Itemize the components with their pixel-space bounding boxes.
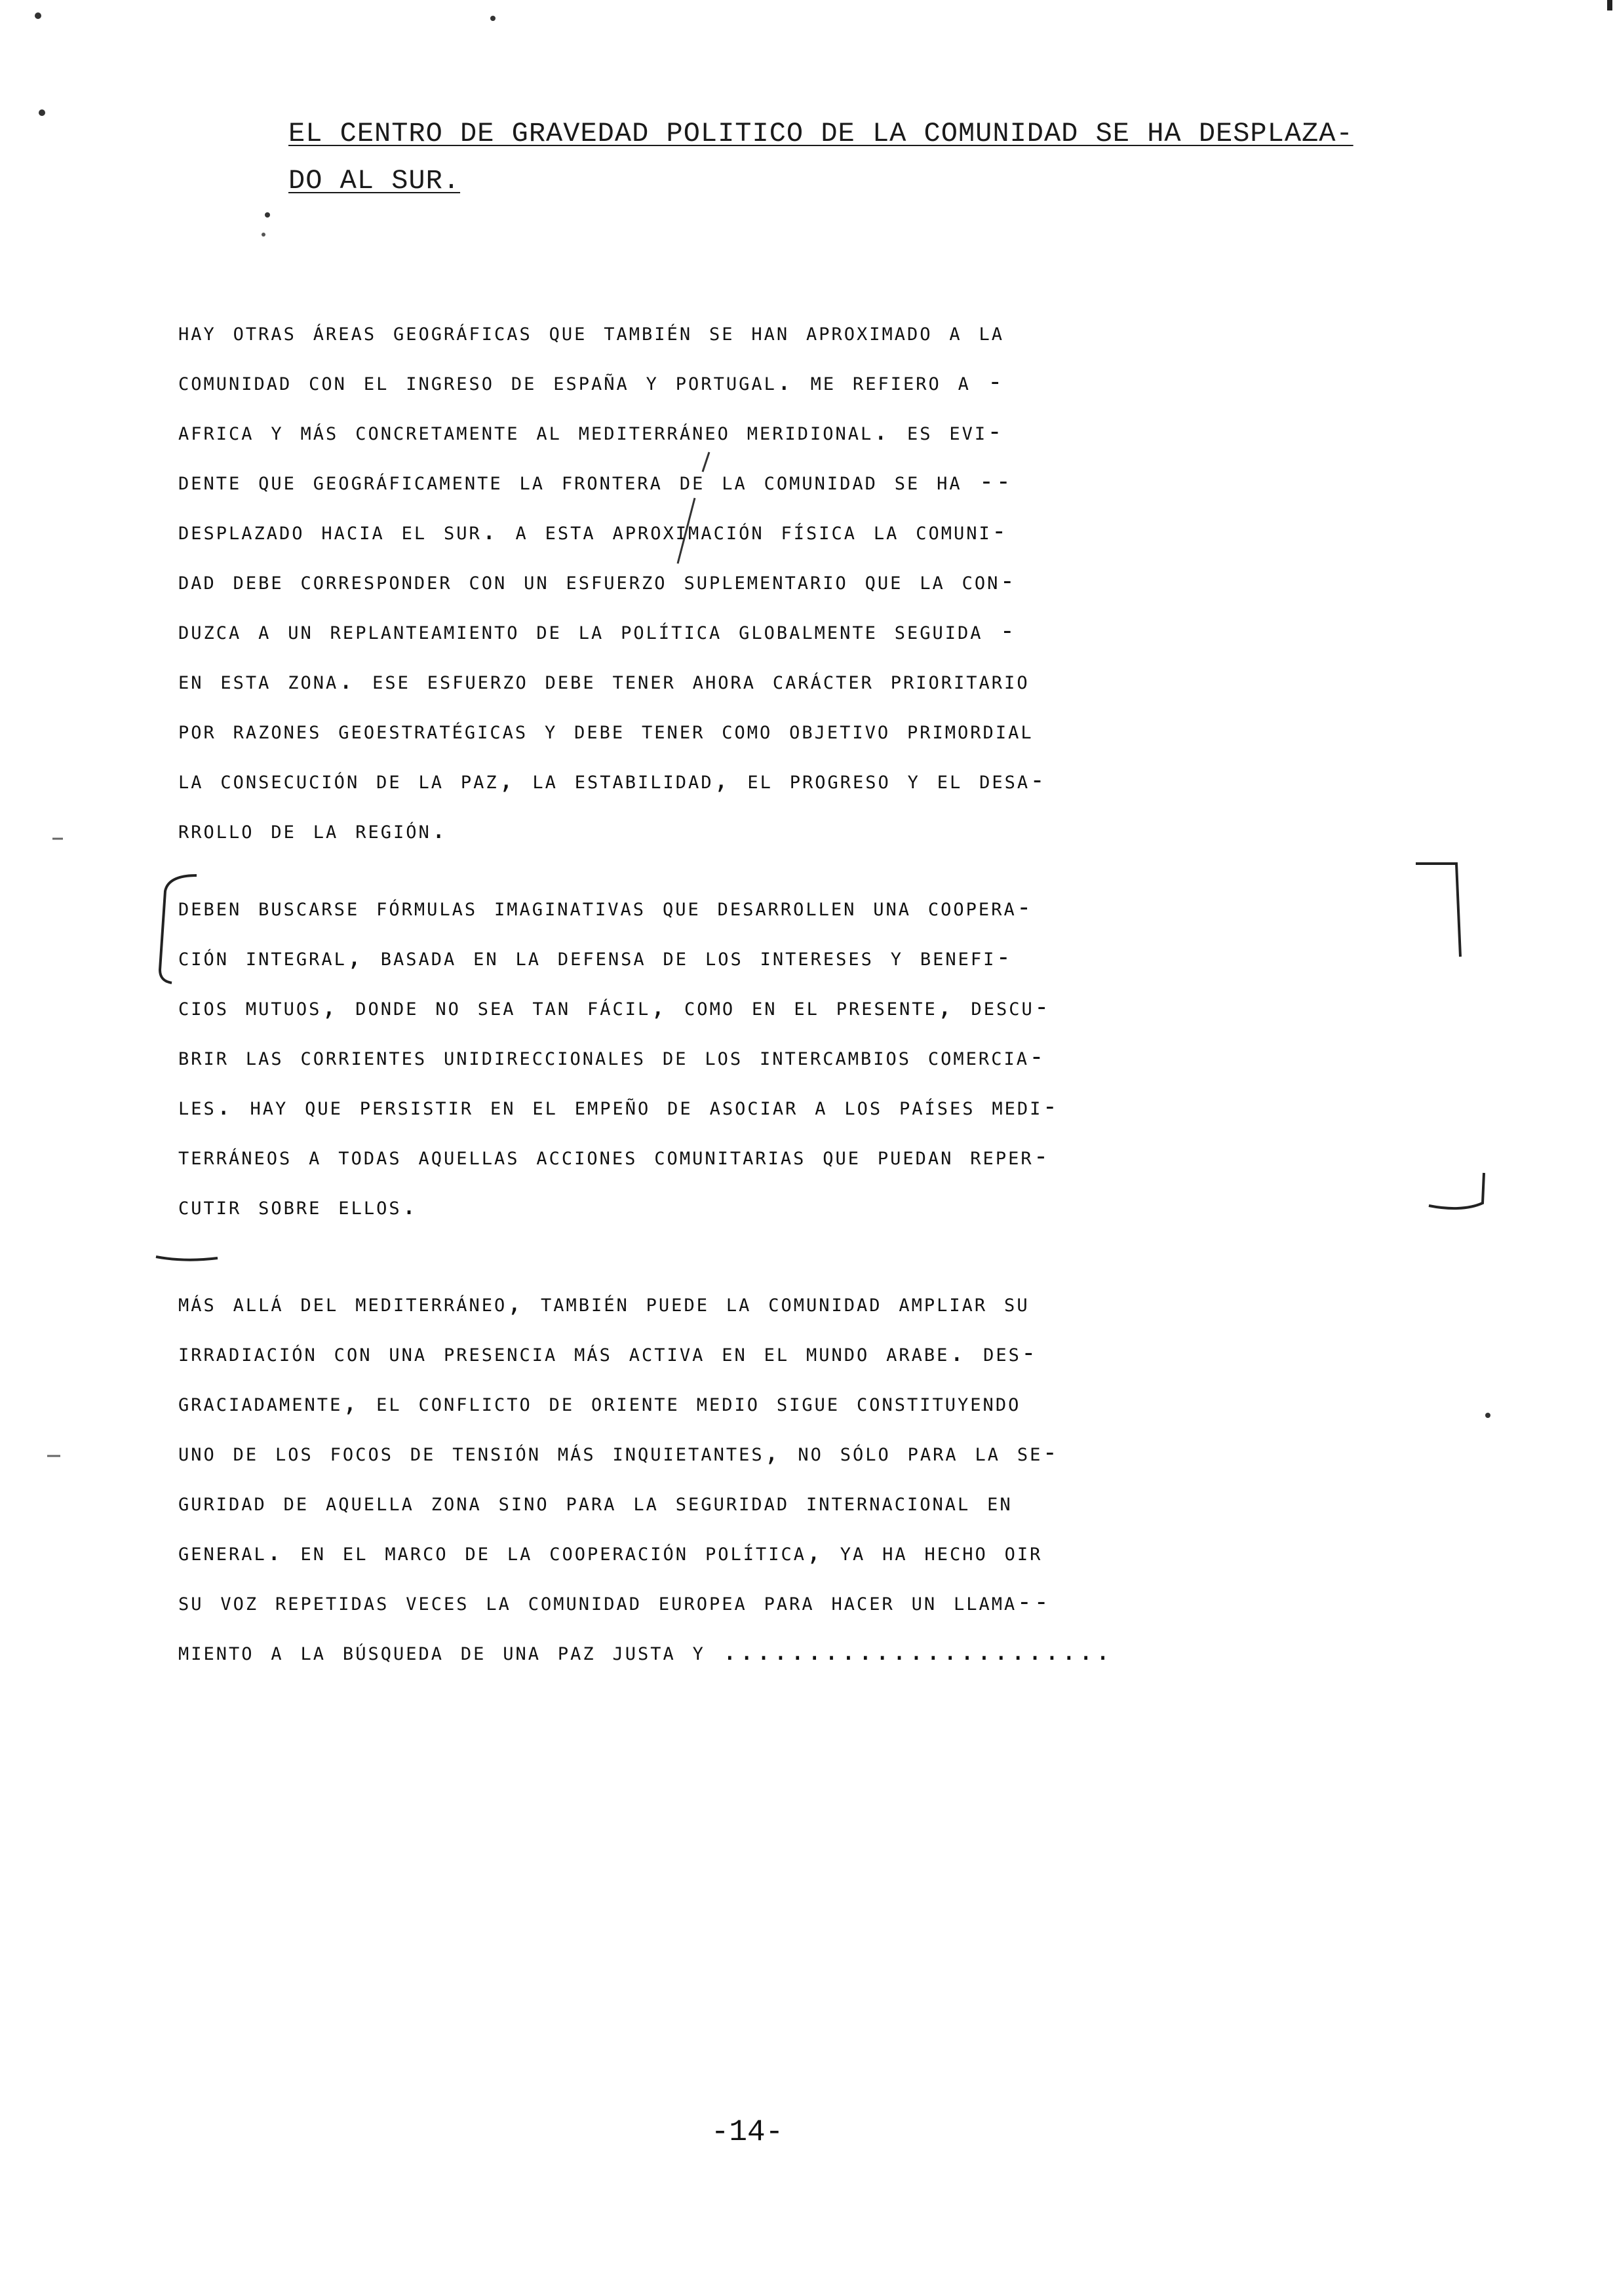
underline-mark (156, 1257, 218, 1260)
corner-mark (1607, 0, 1612, 10)
speck-mark (490, 16, 496, 21)
section-heading (288, 110, 1508, 204)
speck-mark (265, 212, 270, 218)
speck-mark (35, 12, 41, 19)
paragraph-mediterranean (178, 307, 1489, 854)
text-line: su voz repetidas veces la comunidad europea para hacer un llama-- (178, 1587, 1051, 1616)
text-line: comunidad con el ingreso de españa y portugal. me refiero a - (178, 367, 1005, 396)
text-line: la consecución de la paz, la estabilidad, el progreso y el desa- (178, 765, 1047, 794)
text-line: cutir sobre ellos. (178, 1191, 419, 1220)
page-number: -14- (710, 2115, 784, 2149)
text-line: cios mutuos, donde no sea tan fácil, como en el presente, descu- (178, 992, 1051, 1021)
speck-mark (262, 233, 265, 237)
text-line: dad debe corresponder con un esfuerzo suplementario que la con- (178, 566, 1017, 595)
text-line: terráneos a todas aquellas acciones comunitarias que puedan reper- (178, 1141, 1051, 1170)
text-line: general. en el marco de la cooperación política, ya ha hecho oir (178, 1537, 1043, 1566)
text-line: africa y más concretamente al mediterráneo meridional. es evi- (178, 417, 1005, 446)
text-line: irradiación con una presencia más activa en el mundo arabe. des- (178, 1338, 1038, 1367)
text-line: uno de los focos de tensión más inquietantes, no sólo para la se- (178, 1438, 1060, 1466)
heading-line: EL CENTRO DE GRAVEDAD POLITICO DE LA COMUNIDAD SE HA DESPLAZA- (288, 118, 1353, 149)
text-line: en esta zona. ese esfuerzo debe tener ahora carácter prioritario (178, 666, 1030, 695)
text-line: rrollo de la región. (178, 815, 448, 844)
speck-mark (39, 109, 45, 116)
text-line: brir las corrientes unidireccionales de los intercambios comercia- (178, 1042, 1046, 1071)
text-line: desplazado hacia el sur. a esta aproximación física la comuni- (178, 516, 1009, 545)
text-line: guridad de aquella zona sino para la seguridad internacional en (178, 1487, 1013, 1516)
text-line: miento a la búsqueda de una paz justa y ....................... (178, 1637, 1113, 1666)
text-line: hay otras áreas geográficas que también se han aproximado a la (178, 317, 1005, 346)
text-line: ción integral, basada en la defensa de los intereses y benefi- (178, 942, 1013, 971)
margin-dash (47, 839, 63, 1456)
text-line: les. hay que persistir en el empeño de asociar a los países medi- (178, 1092, 1060, 1120)
text-line: por razones geoestratégicas y debe tener como objetivo primordial (178, 716, 1034, 744)
text-line: dente que geográficamente la frontera de la comunidad se ha -- (178, 467, 1013, 495)
text-line: deben buscarse fórmulas imaginativas que desarrollen una coopera- (178, 892, 1034, 921)
text-line: graciadamente, el conflicto de oriente medio sigue constituyendo (178, 1388, 1021, 1417)
paragraph-cooperation (178, 882, 1489, 1231)
heading-line: DO AL SUR. (288, 165, 461, 197)
text-line: duzca a un replanteamiento de la política globalmente seguida - (178, 616, 1017, 645)
paragraph-arab-world (178, 1278, 1489, 1676)
text-line: más allá del mediterráneo, también puede la comunidad ampliar su (178, 1288, 1030, 1317)
